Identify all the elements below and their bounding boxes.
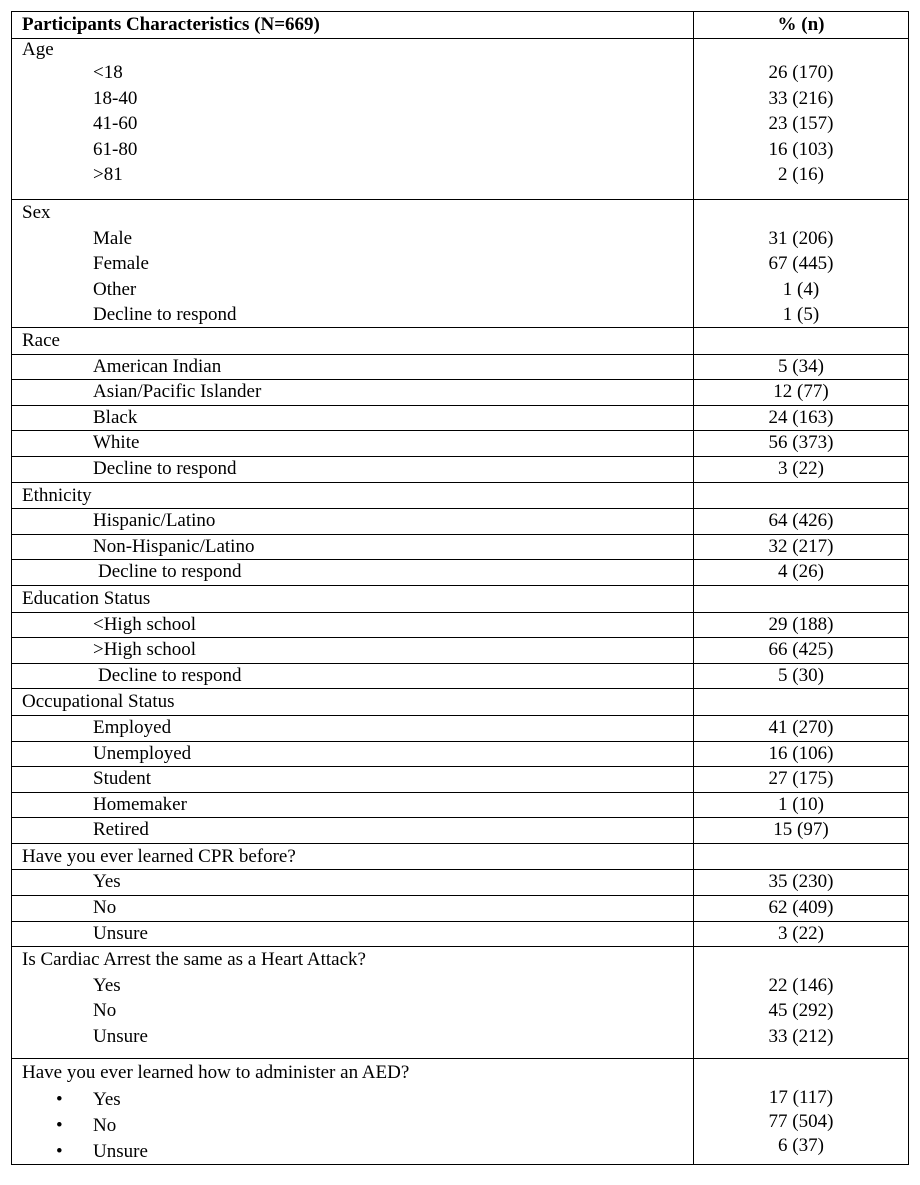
row-value: 1 (4) (782, 278, 820, 300)
table-row (12, 921, 908, 947)
row-value: 5 (34) (778, 355, 824, 377)
section-cardiac-arrest (12, 946, 908, 1058)
table-row (12, 534, 908, 560)
row-value: 27 (175) (768, 768, 834, 790)
row-label: Retired (93, 819, 149, 841)
section-title-row (12, 586, 908, 612)
row-label: Unsure (93, 1026, 148, 1048)
row-label: No (93, 1115, 117, 1137)
table-row (12, 226, 908, 252)
row-value: 35 (230) (768, 871, 834, 893)
table-row (12, 998, 908, 1024)
row-value: 29 (188) (768, 613, 834, 635)
row-value: 32 (217) (768, 535, 834, 557)
row-value: 22 (146) (768, 974, 834, 996)
bullet-icon: • (56, 1089, 63, 1111)
section-title: Is Cardiac Arrest the same as a Heart Attack? (22, 949, 366, 971)
table-row (12, 60, 908, 86)
row-label: Homemaker (93, 793, 187, 815)
table-row (12, 86, 908, 112)
row-value: 77 (504) (768, 1111, 834, 1133)
row-value: 12 (77) (773, 381, 829, 403)
section-title: Race (22, 330, 60, 351)
row-label: Decline to respond (93, 304, 237, 326)
row-label: Other (93, 278, 137, 300)
row-value: 45 (292) (768, 1000, 834, 1022)
section-aed (12, 1058, 908, 1164)
row-value: 6 (37) (778, 1135, 824, 1157)
table-row (12, 405, 908, 431)
section-cpr (12, 843, 908, 946)
row-label: 61-80 (93, 138, 138, 160)
row-value: 17 (117) (768, 1087, 834, 1109)
table-row (12, 637, 908, 663)
table-row (12, 1135, 908, 1165)
row-label: Yes (93, 871, 121, 893)
table-row (12, 895, 908, 921)
section-title-row (12, 844, 908, 870)
table-row (12, 354, 908, 380)
row-label: Unsure (93, 1141, 148, 1163)
table-row (12, 277, 908, 303)
table-row (12, 715, 908, 741)
section-title-row (12, 689, 908, 715)
section-occupation (12, 688, 908, 843)
row-value: 2 (16) (778, 164, 824, 186)
row-label: Employed (93, 716, 172, 738)
row-value: 15 (97) (773, 819, 829, 841)
row-label: 41-60 (93, 113, 138, 135)
table-row (12, 302, 908, 328)
row-label: No (93, 897, 117, 919)
row-label: Decline to respond (98, 664, 242, 686)
section-title-row (12, 483, 908, 509)
table-row (12, 559, 908, 585)
row-label: Decline to respond (98, 561, 242, 583)
section-title: Age (22, 39, 54, 60)
section-sex (12, 199, 908, 327)
header-row (12, 12, 908, 38)
row-value: 3 (22) (778, 457, 824, 479)
section-title: Have you ever learned how to administer an AED? (22, 1062, 410, 1084)
section-title-row (12, 1059, 908, 1087)
row-label: Female (93, 253, 149, 275)
row-value: 26 (170) (768, 62, 834, 83)
table-row (12, 741, 908, 767)
characteristics-table (11, 11, 909, 1165)
row-label: Asian/Pacific Islander (93, 381, 262, 403)
row-value: 4 (26) (778, 561, 824, 583)
row-value: 16 (106) (768, 742, 834, 764)
row-value: 1 (5) (782, 304, 820, 326)
bullet-icon: • (56, 1115, 63, 1137)
row-value: 67 (445) (768, 253, 834, 275)
table-row (12, 379, 908, 405)
row-label: Decline to respond (93, 457, 237, 479)
table-row (12, 792, 908, 818)
table-row (12, 162, 908, 188)
row-value: 66 (425) (768, 639, 834, 661)
table-header (12, 12, 908, 38)
row-label: Male (93, 227, 133, 249)
table-row (12, 869, 908, 895)
row-label: Non-Hispanic/Latino (93, 535, 255, 557)
row-value: 16 (103) (768, 138, 834, 160)
row-label: >81 (93, 164, 123, 186)
table-row (12, 430, 908, 456)
table-row (12, 137, 908, 163)
row-value: 33 (216) (768, 87, 834, 109)
section-age (12, 38, 908, 199)
row-value: 56 (373) (768, 432, 834, 454)
row-value: 5 (30) (778, 664, 824, 686)
row-label: American Indian (93, 355, 222, 377)
row-value: 64 (426) (768, 510, 834, 532)
row-label: Yes (93, 974, 121, 996)
table-row (12, 612, 908, 638)
row-label: White (93, 432, 140, 454)
table-row (12, 251, 908, 277)
section-title-row (12, 947, 908, 973)
row-value: 62 (409) (768, 897, 834, 919)
section-title-row (12, 39, 908, 60)
row-label: >High school (93, 639, 197, 661)
row-value: 1 (10) (778, 793, 824, 815)
row-value: 33 (212) (768, 1026, 834, 1048)
section-title-row (12, 200, 908, 226)
section-title: Have you ever learned CPR before? (22, 845, 296, 867)
table-row (12, 766, 908, 792)
row-label: Yes (93, 1089, 121, 1111)
section-race (12, 327, 908, 482)
section-ethnicity (12, 482, 908, 585)
table-row (12, 508, 908, 534)
row-label: Unsure (93, 922, 148, 944)
row-label: <18 (93, 62, 123, 83)
section-education (12, 585, 908, 688)
row-value: 3 (22) (778, 922, 824, 944)
section-title: Sex (22, 202, 51, 223)
table-row (12, 111, 908, 137)
row-value: 41 (270) (768, 716, 834, 738)
section-title: Education Status (22, 587, 151, 609)
row-label: Black (93, 406, 138, 428)
row-label: Unemployed (93, 742, 192, 764)
row-label: Student (93, 768, 152, 790)
header-label: Participants Characteristics (N=669) (22, 14, 320, 35)
row-value: 31 (206) (768, 227, 834, 249)
table-row (12, 817, 908, 843)
table-row (12, 663, 908, 689)
table-row (12, 973, 908, 999)
section-title: Ethnicity (22, 484, 92, 506)
row-label: <High school (93, 613, 197, 635)
row-label: Hispanic/Latino (93, 510, 216, 532)
bullet-icon: • (56, 1141, 63, 1163)
section-title: Occupational Status (22, 691, 175, 713)
section-title-row (12, 328, 908, 354)
row-value: 23 (157) (768, 113, 834, 135)
row-label: No (93, 1000, 117, 1022)
header-value: % (n) (777, 14, 825, 35)
row-label: 18-40 (93, 87, 138, 109)
table-row (12, 456, 908, 482)
table-row (12, 1024, 908, 1050)
row-value: 24 (163) (768, 406, 834, 428)
